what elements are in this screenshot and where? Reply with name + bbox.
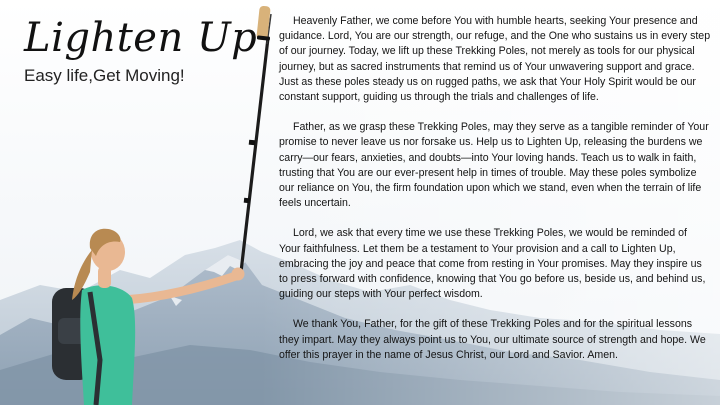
prayer-paragraph-1: Heavenly Father, we come before You with humble hearts, seeking Your presence and guidance. Lord, You are our strength, our refuge, and the One who sustains us in every step of our journey. Today, we lift up these Trekking Poles, not merely as tools for our physical journey, but as sacred instruments that remind us of Your unwavering support and grace. Just as these poles steady us on rugged paths, we ask that Your Holy Spirit would be our constant support, guiding us through the trials and challenges of life.	[279, 15, 711, 104]
prayer-paragraph-2: Father, as we grasp these Trekking Poles, may they serve as a tangible reminder of Your promise to never leave us nor forsake us. Help us to Lighten Up, releasing the burdens we carry—our fears, anxieties, and doubts—into Your loving hands. Teach us to walk in faith, trusting that You are our ever-present help in times of trouble. May these poles symbolize our reliance on You, the firm foundation upon which we stand, even when the terrain of life feels uncertain.	[279, 121, 709, 210]
hiker-shirt	[80, 285, 135, 405]
brand-subtitle: Easy life,Get Moving!	[24, 66, 185, 85]
prayer-paragraph-3: Lord, we ask that every time we use these Trekking Poles, we would be reminded of Your faithfulness. Let them be a testament to Your provision and a call to Lighten Up, embracing the joy and peace that come from resting in Your promises. May they inspire us to press forward with confidence, knowing that You go before us, beside us, and behind us, guiding our steps with Your perfect wisdom.	[279, 227, 706, 301]
brand-block	[24, 16, 257, 86]
prayer-paragraph-4: We thank You, Father, for the gift of these Trekking Poles and for the spiritual lessons they impart. May they always point us to You, our ultimate source of strength and hope. We offer this prayer in the name of Jesus Christ, our Lord and Savior. Amen.	[279, 318, 706, 361]
prayer-text	[279, 14, 711, 378]
brand-title: Lighten Up	[24, 15, 258, 61]
